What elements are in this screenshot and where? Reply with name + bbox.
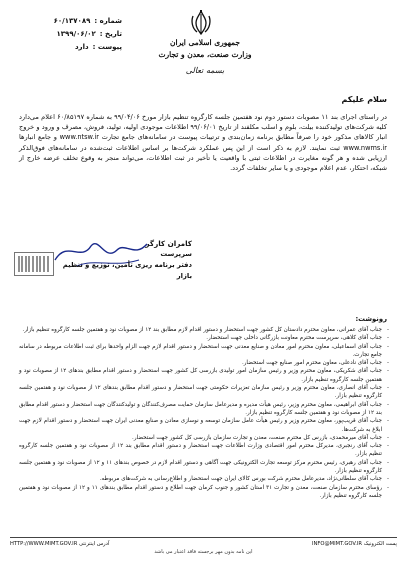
header-ministry: وزارت صنعت، معدن و تجارت [158, 50, 252, 59]
footer-contacts [10, 541, 397, 547]
footer-email-group [312, 541, 397, 547]
copies-list [19, 326, 389, 500]
meta-number-value: ۶۰/۱۳۷۰۸۹ [53, 16, 91, 25]
header-basmala: بسمه تعالی [185, 66, 225, 75]
greeting: سلام علیکم [341, 95, 387, 104]
meta-number-label: شماره : [94, 16, 122, 25]
footer-email[interactable]: INFO@MIMT.GOV.IR [312, 541, 363, 547]
copy-recipient: - جناب آقای رنجبری، مدیرکل محترم امور اقتصادی وزارت اطلاعات جهت استحضار و دستور اقدام مطابق بند ۱۲ از مصوبات نود و هفتمین جلسه کارگروه تنظیم بازار. [19, 442, 389, 459]
copy-recipient: - جناب آقای اسماعیلی، معاون محترم امور معادن و صنایع معدنی جهت استحضار و دستور اقدام لازم جهت الزام واحدها برای ثبت اطلاعات مربوطه در سامانه جامع تجارت. [19, 343, 389, 360]
iran-emblem-icon [189, 10, 213, 36]
signer-name: کامران کارگر [145, 239, 192, 248]
copy-recipient: - جناب آقای ابراهیمی، معاون محترم وزیر، رئیس هیأت مدیره و مدیرعامل سازمان حمایت مصرف‌کنندگان و تولیدکنندگان جهت استحضار و دستور اقدام مطابق بند ۱۲ از مصوبات نود و هفتمین جلسه کارگروه تنظیم بازار. [19, 401, 389, 418]
meta-number-row [10, 14, 122, 27]
copies-title: رونوشت: [355, 315, 387, 323]
letter-meta [10, 14, 122, 53]
copy-recipient: - جناب آقای نادعلی، معاون محترم امور صنایع جهت استحضار. [19, 359, 389, 367]
letter-body: در راستای اجرای بند ۱۱ مصوبات دستور دوم نود هفتمین جلسه کارگروه تنظیم بازار مورخ ۹۹/۰۴/۰۶ به شماره ۶۰/۸۵۱۹۷ اعلام می‌دارد کلیه شرکت‌های تولیدکننده بیلت، بلوم و اسلب مکلفند از تاریخ ۹۹/۰۶/۰۱ اطلاعات موجودی اولیه، تولید، فروش، مصرف و ورود و خروج انبار کالاهای مذکور خود را صرفاً مطابق برنامه زمان‌بندی و ترتیبات پیوست در سامانه‌های جامع تجارت www.ntsw.ir و جامع انبارها www.nwms.ir ثبت نمایند. لازم به ذکر است از این پس عملکرد شرکت‌ها بر اساس اطلاعات ثبت‌شده در سامانه‌های فوق‌الذکر ارزیابی شده و هر گونه مغایرت در اطلاعات ثبتی با واقعیت یا تأخیر در ثبت اطلاعات، می‌تواند منجر به وقوع تخلف عرضه خارج از شبکه، احتکار، عدم اعلام موجودی و یا سایر تخلفات گردد. [19, 113, 388, 173]
barcode-stamp [14, 252, 54, 276]
footer-website[interactable]: HTTP://WWW.MIMT.GOV.IR [10, 541, 78, 547]
footer-validity-note: این نامه بدون مهر برجسته فاقد اعتبار می باشد [154, 549, 253, 555]
meta-date-value: ۱۳۹۹/۰۶/۰۲ [56, 29, 96, 38]
copy-recipient: - جناب آقای میرمحمدی، بازرس کل محترم صنعت، معدن و تجارت سازمان بازرسی کل کشور جهت استحضار. [19, 434, 389, 442]
meta-date-label: تاریخ : [99, 29, 122, 38]
meta-attachment-label: پیوست : [92, 42, 122, 51]
signature-block [57, 238, 192, 282]
footer-email-label: پست الکترونیک [363, 541, 397, 547]
meta-attachment-value: دارد [74, 42, 89, 51]
footer-web-label: آدرس اینترنتی [78, 541, 110, 547]
copy-recipient: - جناب آقای سلطانی‌نژاد، مدیرعامل محترم شرکت بورس کالای ایران جهت استحضار و اطلاع‌رسانی به شرکت‌های مربوطه. [19, 475, 389, 483]
meta-attachment-row [10, 40, 122, 53]
copy-recipient: - جناب آقای انصاری، معاون محترم وزیر و رئیس سازمان تعزیرات حکومتی جهت استحضار و دستور اقدام مطابق بندهای ۱۲ از مصوبات نود و هفتمین جلسه کارگروه تنظیم بازار. [19, 384, 389, 401]
footer-web-group [10, 541, 109, 547]
copy-recipient: - جناب آقای عمرانی، معاون محترم دادستان کل کشور جهت استحضار و دستور اقدام لازم مطابق بند ۱۲ از مصوبات نود و هفتمین جلسه کارگروه تنظیم بازار. [19, 326, 389, 334]
copy-recipient: - جناب آقای رهبری، رئیس محترم مرکز توسعه تجارت الکترونیکی جهت آگاهی و دستور اقدام لازم در خصوص بندهای ۱۱ و ۱۲ از مصوبات نود و هفتمین جلسه کارگروه تنظیم بازار. [19, 459, 389, 476]
signer-department: دفتر برنامه ریزی تأمین، توزیع و تنظیم بازار [62, 261, 192, 280]
signer-title: سرپرست [160, 250, 192, 258]
copy-recipient: - رؤسای محترم سازمان صنعت، معدن و تجارت ۳۱ استان کشور و جنوب کرمان جهت اطلاع و دستور اقدام مطابق بندهای ۱۱ و ۱۲ از مصوبات نود و هفتمین جلسه کارگروه تنظیم بازار. [19, 484, 389, 501]
letter-footer [10, 537, 397, 555]
copy-recipient: - جناب آقای قریب‌پور، معاون محترم وزیر و رئیس هیأت عامل سازمان توسعه و نوسازی معادن و صنایع معدنی ایران جهت استحضار و دستور اقدام لازم جهت ابلاغ به شرکت‌ها. [19, 417, 389, 434]
meta-date-row [10, 27, 122, 40]
header-country: جمهوری اسلامی ایران [169, 38, 241, 47]
copy-recipient: - جناب آقای کلاهی، سرپرست محترم معاونت بازرگانی داخلی جهت استحضار. [19, 334, 389, 342]
copy-recipient: - جناب آقای شکریکی، معاون محترم وزیر و رئیس سازمان امور تولیدی بازرسی کل کشور جهت استحضار و دستور اقدام مطابق بندهای ۱۲ از مصوبات نود و هفتمین جلسه کارگروه تنظیم بازار. [19, 367, 389, 384]
